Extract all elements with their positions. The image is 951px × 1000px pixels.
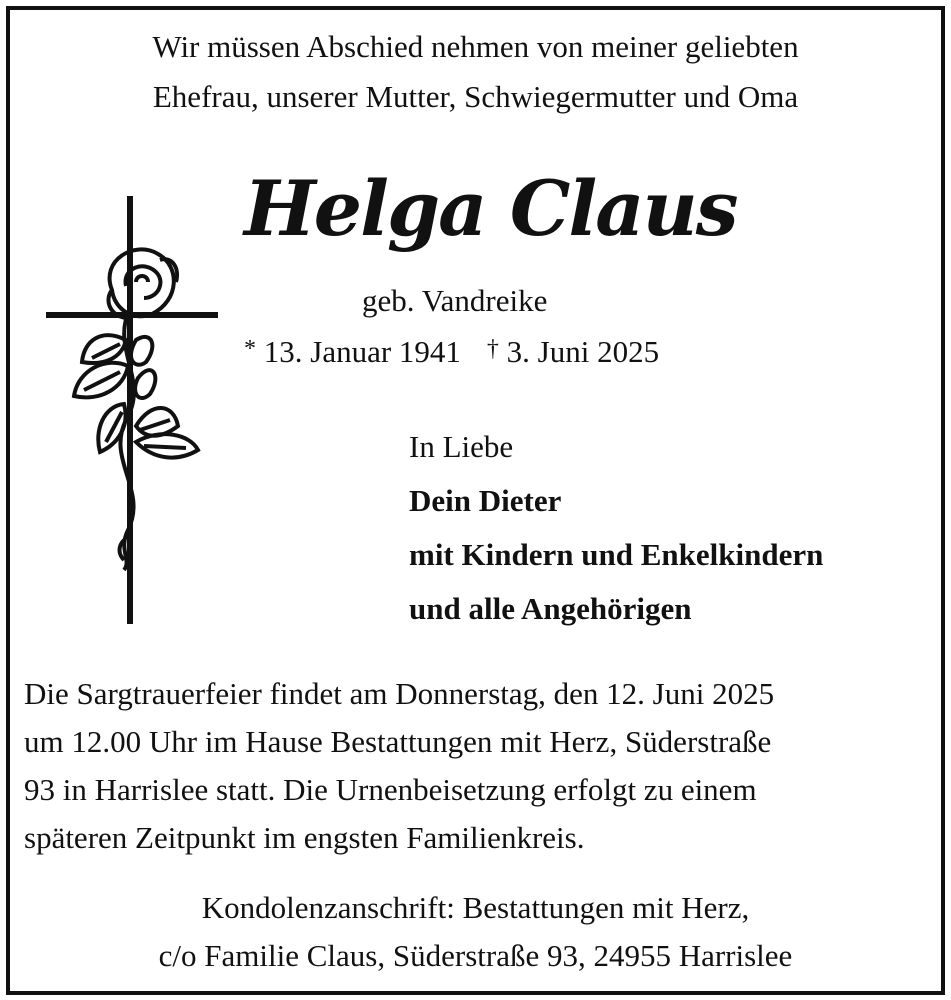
signers-line-3: und alle Angehörigen: [409, 591, 692, 626]
death-dagger-icon: †: [486, 336, 499, 362]
service-info-line-4: späteren Zeitpunkt im engsten Familienkreis.: [24, 820, 585, 855]
death-date: 3. Juni 2025: [506, 334, 660, 369]
deceased-name: Helga Claus: [244, 164, 737, 253]
intro-line-2: Ehefrau, unserer Mutter, Schwiegermutter und Oma: [152, 79, 799, 114]
birth-date: 13. Januar 1941: [263, 334, 461, 369]
condolence-address: [0, 884, 951, 980]
life-dates: [244, 334, 659, 370]
intro-line-1: Wir müssen Abschied nehmen von meiner geliebten: [152, 29, 799, 64]
birth-star-icon: *: [244, 336, 256, 362]
service-info-line-2: um 12.00 Uhr im Hause Bestattungen mit Herz, Süderstraße: [24, 724, 772, 759]
service-info-line-1: Die Sargtrauerfeier findet am Donnerstag, den 12. Juni 2025: [24, 676, 775, 711]
signers-greeting: In Liebe: [409, 429, 514, 464]
service-info: [24, 670, 934, 862]
cross-with-rose-icon: [40, 190, 230, 630]
signers-block: [409, 420, 823, 636]
condolence-line-2: c/o Familie Claus, Süderstraße 93, 24955 Harrislee: [158, 938, 793, 973]
signers-line-1: Dein Dieter: [409, 483, 562, 518]
birth-name: geb. Vandreike: [362, 283, 548, 318]
signers-line-2: mit Kindern und Enkelkindern: [409, 537, 824, 572]
condolence-line-1: Kondolenzanschrift: Bestattungen mit Herz,: [201, 890, 750, 925]
service-info-line-3: 93 in Harrislee statt. Die Urnenbeisetzung erfolgt zu einem: [24, 772, 757, 807]
intro-text: [0, 22, 951, 122]
